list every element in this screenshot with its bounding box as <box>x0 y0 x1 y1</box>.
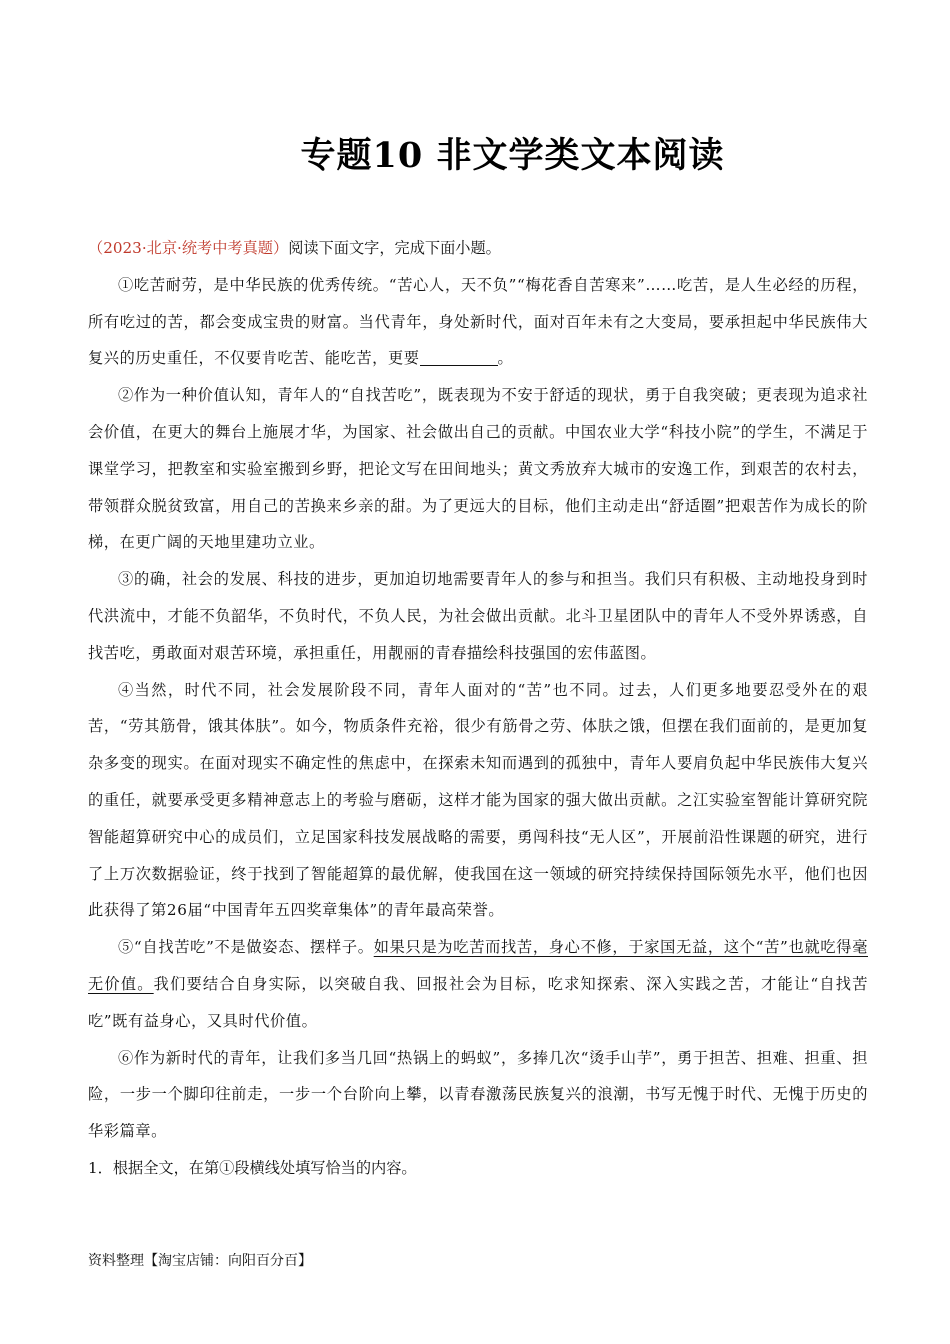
paragraph-2: ②作为一种价值认知，青年人的“自找苦吃”，既表现为不安于舒适的现状，勇于自我突破；更表现为追求社会价值，在更大的舞台上施展才华，为国家、社会做出自己的贡献。中国农业大学“科技小院”的学生，不满足于课堂学习，把教室和实验室搬到乡野，把论文写在田间地头；黄文秀放弃大城市的安逸工作，到艰苦的农村去，带领群众脱贫致富，用自己的苦换来乡亲的甜。为了更远大的目标，他们主动走出“舒适圈”把艰苦作为成长的阶梯，在更广阔的天地里建功立业。 <box>88 386 868 552</box>
footer-note: 资料整理【淘宝店铺：向阳百分百】 <box>88 1253 312 1269</box>
question-1: 1．根据全文，在第①段横线处填写恰当的内容。 <box>88 1158 417 1177</box>
paragraph-5 <box>88 929 868 1039</box>
paragraph-1-end: 。 <box>497 349 514 368</box>
source-tag: （2023·北京·统考中考真题） <box>88 239 289 257</box>
instruction-text: 阅读下面文字，完成下面小题。 <box>288 239 501 257</box>
fill-in-blank <box>420 350 498 366</box>
paragraph-4: ④当然，时代不同，社会发展阶段不同，青年人面对的“苦”也不同。过去，人们更多地要忍受外在的艰苦，“劳其筋骨，饿其体肤”。如今，物质条件充裕，很少有筋骨之劳、体肤之饿，但摆在我们面前的，是更加复杂多变的现实。在面对现实不确定性的焦虑中，在探索未知而遇到的孤独中，青年人要肩负起中华民族伟大复兴的重任，就要承受更多精神意志上的考验与磨砺，这样才能为国家的强大做出贡献。之江实验室智能计算研究院智能超算研究中心的成员们，立足国家科技发展战略的需要，勇闯科技“无人区”，开展前沿性课题的研究，进行了上万次数据验证，终于找到了智能超算的最优解，使我国在这一领域的研究持续保持国际领先水平，他们也因此获得了第26届“中国青年五四奖章集体”的青年最高荣誉。 <box>88 680 868 920</box>
paragraph-1-text: ①吃苦耐劳，是中华民族的优秀传统。“苦心人，天不负”“梅花香自苦寒来”……吃苦，是人生必经的历程，所有吃过的苦，都会变成宝贵的财富。当代青年，身处新时代，面对百年未有之大变局，要承担起中华民族伟大复兴的历史重任，不仅要肯吃苦、能吃苦，更要 <box>88 275 868 368</box>
reading-passage <box>88 230 868 1187</box>
paragraph-5-end: 我们要结合自身实际，以突破自我、回报社会为目标，吃求知探索、深入实践之苦，才能让“自找苦吃”既有益身心，又具时代价值。 <box>88 974 868 1030</box>
paragraph-1 <box>88 267 868 377</box>
intro-line <box>88 230 868 267</box>
document-title: 专题10 非文学类文本阅读 <box>300 135 725 176</box>
underlined-sentence: 如果只是为吃苦而找苦，身心不修，于家国无益，这个“苦”也就吃得毫无价值。 <box>88 938 868 993</box>
paragraph-3: ③的确，社会的发展、科技的进步，更加迫切地需要青年人的参与和担当。我们只有积极、主动地投身到时代洪流中，才能不负韶华，不负时代，不负人民，为社会做出贡献。北斗卫星团队中的青年人不受外界诱惑，自找苦吃，勇敢面对艰苦环境，承担重任，用靓丽的青春描绘科技强国的宏伟蓝图。 <box>88 570 868 662</box>
paragraph-5-start: ⑤“自找苦吃”不是做姿态、摆样子。 <box>118 938 374 957</box>
paragraph-6: ⑥作为新时代的青年，让我们多当几回“热锅上的蚂蚁”，多捧几次“烫手山芋”，勇于担苦、担难、担重、担险，一步一个脚印往前走，一步一个台阶向上攀，以青春激荡民族复兴的浪潮，书写无愧于时代、无愧于历史的华彩篇章。 <box>88 1048 868 1141</box>
